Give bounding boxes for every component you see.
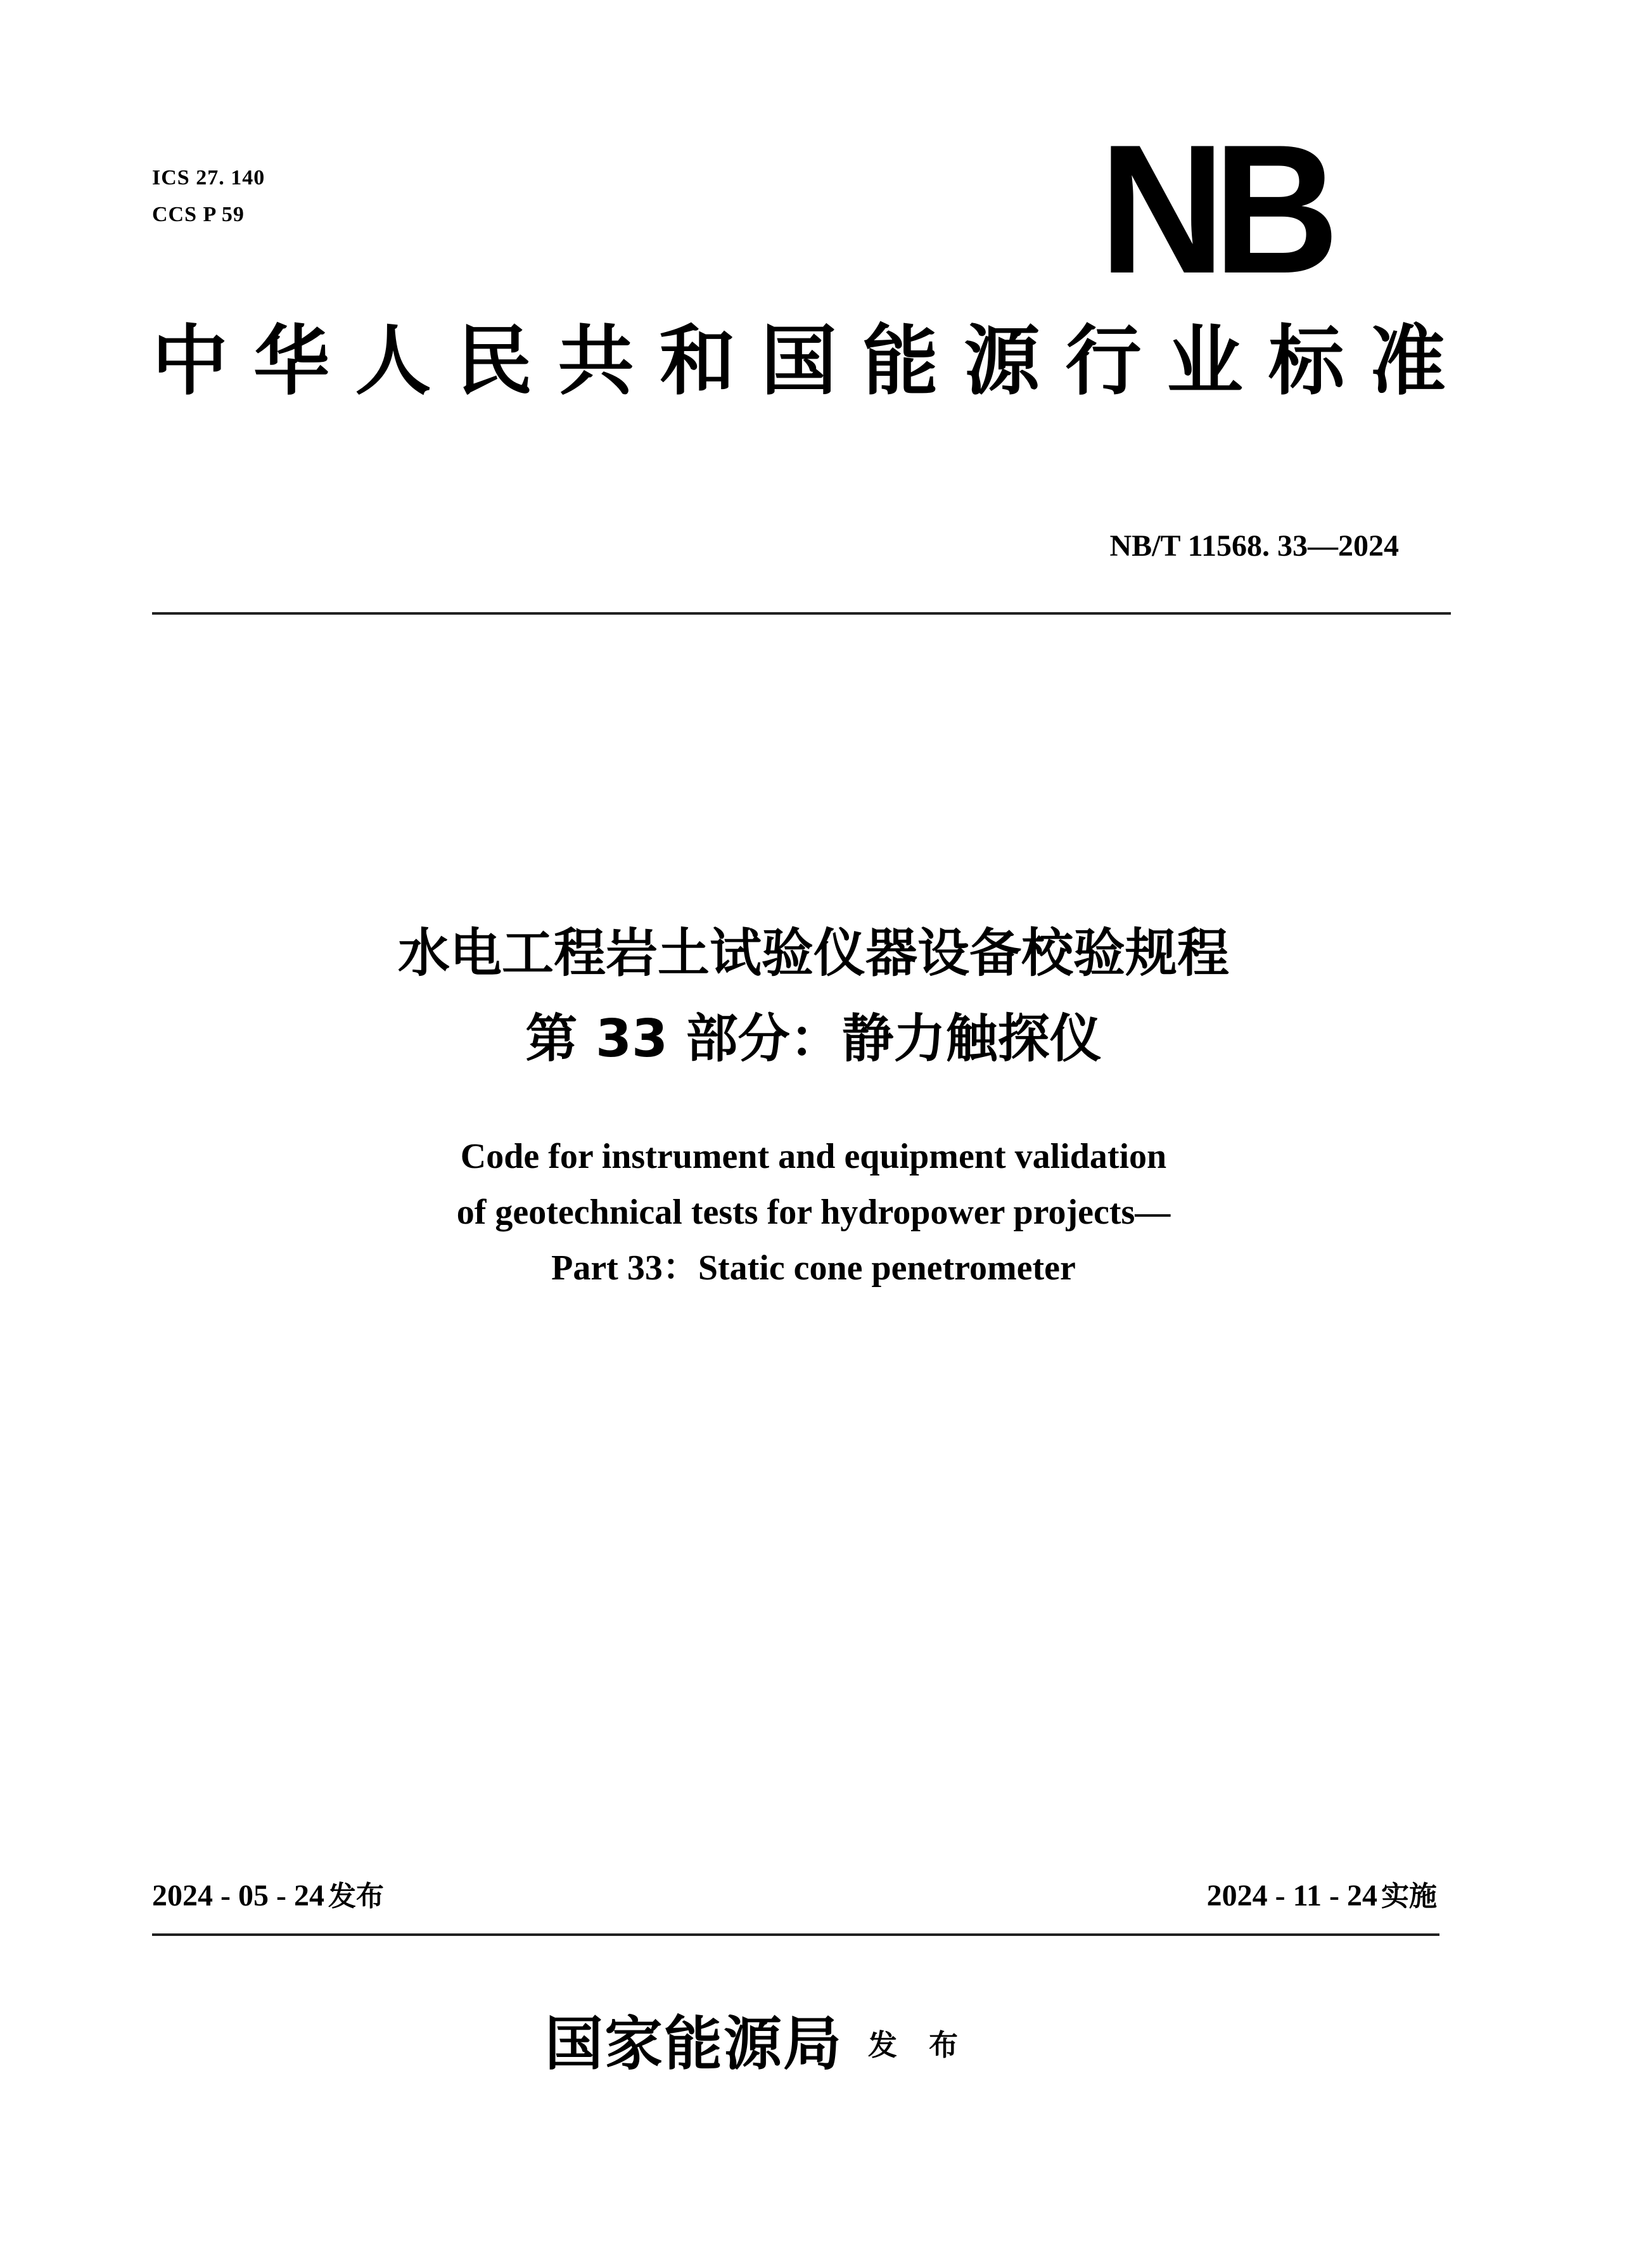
issuer-name: 国家能源局 <box>545 2009 843 2078</box>
footer-divider <box>152 1933 1439 1936</box>
issue-date-line <box>152 1877 384 1916</box>
ccs-code: CCS P 59 <box>152 203 245 226</box>
standard-number: NB/T 11568. 33—2024 <box>1109 529 1399 563</box>
nb-logo: NB <box>1099 106 1327 312</box>
issuer-block <box>545 2009 990 2079</box>
document-title-cn-line2: 第 33 部分：静力触探仪 <box>525 1009 1102 1069</box>
issue-label: 发布 <box>328 1880 384 1912</box>
document-title-en-line2: of geotechnical tests for hydropower projects— <box>456 1193 1171 1232</box>
implementation-date: 2024 - 11 - 24 <box>1206 1879 1377 1912</box>
document-title-cn-line1: 水电工程岩土试验仪器设备校验规程 <box>397 923 1229 983</box>
issuer-suffix: 发布 <box>868 2028 990 2062</box>
document-title-en-line1: Code for instrument and equipment validation <box>460 1137 1167 1176</box>
implementation-label: 实施 <box>1381 1880 1437 1912</box>
classification-codes <box>152 160 265 233</box>
document-title-en-line3: Part 33：Static cone penetrometer <box>551 1248 1076 1288</box>
header-divider <box>152 612 1451 615</box>
implementation-date-line <box>1207 1877 1437 1916</box>
standard-category-title: 中华人民共和国能源行业标准 <box>152 316 1451 406</box>
issue-date: 2024 - 05 - 24 <box>152 1879 324 1912</box>
ics-code: ICS 27. 140 <box>152 166 265 189</box>
